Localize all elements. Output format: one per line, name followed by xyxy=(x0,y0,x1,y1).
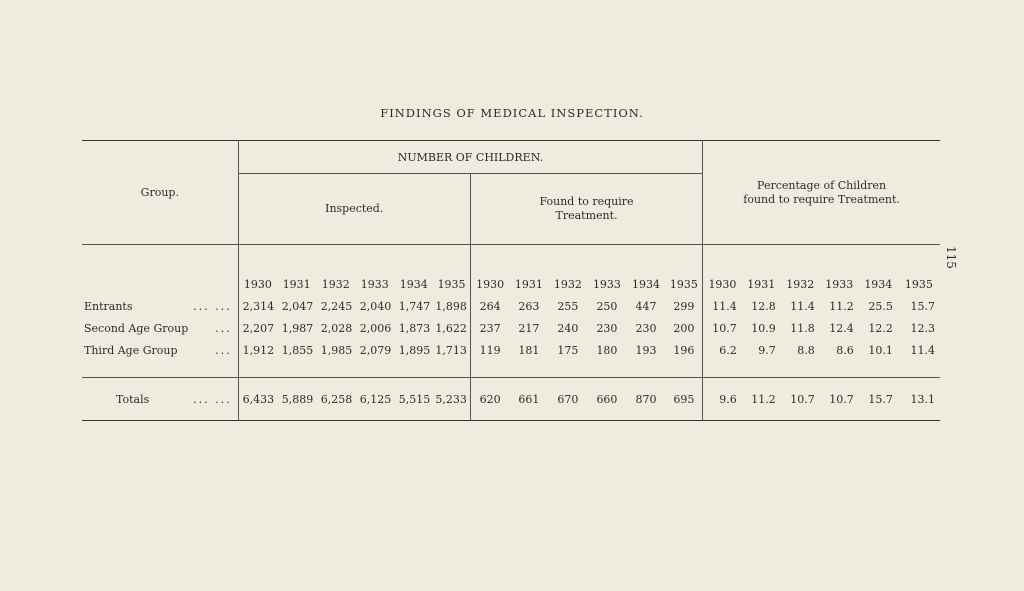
header-found xyxy=(470,174,702,245)
group-cell xyxy=(82,295,238,317)
percentage-cell: 12.4 xyxy=(829,321,854,335)
group-label: Totals xyxy=(116,392,150,406)
percentage-cell: 8.6 xyxy=(836,343,854,357)
inspected-cell: 1,898 xyxy=(433,295,470,317)
percentage-cell: 25.5 xyxy=(868,299,893,313)
found-cell: 263 xyxy=(518,299,540,313)
percentage-cell: 9.7 xyxy=(758,343,776,357)
found-cell: 119 xyxy=(479,343,501,357)
years-row-group-cell xyxy=(82,245,238,296)
group-label: Second Age Group xyxy=(84,321,189,335)
year-cell: 1932 xyxy=(781,245,820,296)
year-cell: 1931 xyxy=(277,245,316,296)
percentage-cell: 12.3 xyxy=(910,321,935,335)
percentage-cell: 10.7 xyxy=(781,378,820,421)
found-cell: 661 xyxy=(509,378,548,421)
inspected-cell: 2,047 xyxy=(281,299,314,313)
percentage-cell: 12.2 xyxy=(868,321,893,335)
year-cell: 1934 xyxy=(859,245,898,296)
inspected-cell: 1,912 xyxy=(242,343,275,357)
header-number-of-children: NUMBER OF CHILDREN. xyxy=(238,141,703,174)
found-cell: 447 xyxy=(635,299,657,313)
year-cell: 1933 xyxy=(820,245,859,296)
inspected-cell: 6,433 xyxy=(238,378,277,421)
percentage-cell: 15.7 xyxy=(859,378,898,421)
percentage-cell: 6.2 xyxy=(719,343,737,357)
leader-dots: ... xyxy=(215,321,232,335)
inspected-cell: 1,622 xyxy=(433,317,470,339)
inspected-cell: 5,889 xyxy=(277,378,316,421)
found-cell: 264 xyxy=(479,299,501,313)
found-cell: 299 xyxy=(665,295,702,317)
spacer-row xyxy=(82,361,940,378)
year-cell: 1930 xyxy=(470,245,509,296)
group-label: Entrants xyxy=(84,299,133,313)
percentage-cell: 8.8 xyxy=(797,343,815,357)
found-cell: 196 xyxy=(665,339,702,361)
inspected-cell: 2,314 xyxy=(242,299,275,313)
inspected-cell: 1,747 xyxy=(398,299,431,313)
found-cell: 230 xyxy=(635,321,657,335)
header-percentage-line2: found to require Treatment. xyxy=(743,192,900,206)
findings-table xyxy=(82,140,940,421)
inspected-cell: 1,985 xyxy=(320,343,353,357)
table-row xyxy=(82,317,940,339)
inspected-cell: 5,233 xyxy=(433,378,470,421)
leader-dots: ... xyxy=(215,343,232,357)
leader-dots: ... ... xyxy=(193,299,232,313)
years-row xyxy=(82,245,940,296)
percentage-cell: 10.7 xyxy=(712,321,737,335)
found-cell: 670 xyxy=(548,378,587,421)
leader-dots: ... ... xyxy=(193,392,232,406)
found-cell: 180 xyxy=(596,343,618,357)
findings-table-wrapper xyxy=(82,140,940,421)
year-cell: 1934 xyxy=(394,245,433,296)
group-cell xyxy=(82,339,238,361)
header-percentage-line1: Percentage of Children xyxy=(757,178,887,192)
inspected-cell: 6,125 xyxy=(355,378,394,421)
inspected-cell: 2,245 xyxy=(320,299,353,313)
percentage-cell: 11.2 xyxy=(742,378,781,421)
header-inspected: Inspected. xyxy=(238,174,470,245)
inspected-cell: 1,873 xyxy=(398,321,431,335)
inspected-cell: 2,079 xyxy=(359,343,392,357)
percentage-cell: 10.9 xyxy=(751,321,776,335)
inspected-cell: 1,895 xyxy=(398,343,431,357)
found-cell: 200 xyxy=(665,317,702,339)
percentage-cell: 10.7 xyxy=(820,378,859,421)
year-cell: 1935 xyxy=(665,245,702,296)
header-found-line1: Found to require xyxy=(539,195,634,208)
inspected-cell: 1,713 xyxy=(433,339,470,361)
percentage-cell: 11.4 xyxy=(790,299,815,313)
percentage-cell: 12.8 xyxy=(751,299,776,313)
found-cell: 620 xyxy=(470,378,509,421)
inspected-cell: 1,987 xyxy=(281,321,314,335)
found-cell: 181 xyxy=(518,343,540,357)
inspected-cell: 2,006 xyxy=(359,321,392,335)
found-cell: 230 xyxy=(596,321,618,335)
inspected-cell: 2,040 xyxy=(359,299,392,313)
found-cell: 175 xyxy=(557,343,579,357)
inspected-cell: 1,855 xyxy=(281,343,314,357)
percentage-cell: 11.2 xyxy=(829,299,854,313)
found-cell: 217 xyxy=(518,321,540,335)
percentage-cell: 15.7 xyxy=(910,299,935,313)
year-cell: 1935 xyxy=(898,245,940,296)
year-cell: 1935 xyxy=(433,245,470,296)
inspected-cell: 5,515 xyxy=(394,378,433,421)
found-cell: 240 xyxy=(557,321,579,335)
found-cell: 660 xyxy=(587,378,626,421)
percentage-cell: 13.1 xyxy=(898,378,940,421)
page-title: FINDINGS OF MEDICAL INSPECTION. xyxy=(380,106,644,120)
group-label: Third Age Group xyxy=(84,343,178,357)
found-cell: 255 xyxy=(557,299,579,313)
percentage-cell: 11.8 xyxy=(790,321,815,335)
year-cell: 1931 xyxy=(509,245,548,296)
inspected-cell: 6,258 xyxy=(316,378,355,421)
header-found-line2: Treatment. xyxy=(555,209,618,222)
table-row xyxy=(82,295,940,317)
table-row xyxy=(82,339,940,361)
group-cell xyxy=(82,378,238,421)
found-cell: 870 xyxy=(626,378,665,421)
percentage-cell: 10.1 xyxy=(868,343,893,357)
year-cell: 1932 xyxy=(316,245,355,296)
year-cell: 1933 xyxy=(587,245,626,296)
header-group: Group. xyxy=(82,141,238,245)
inspected-cell: 2,028 xyxy=(320,321,353,335)
percentage-cell: 11.4 xyxy=(910,343,935,357)
found-cell: 193 xyxy=(635,343,657,357)
totals-row xyxy=(82,378,940,421)
year-cell: 1934 xyxy=(626,245,665,296)
year-cell: 1930 xyxy=(703,245,742,296)
inspected-cell: 2,207 xyxy=(242,321,275,335)
found-cell: 250 xyxy=(596,299,618,313)
year-cell: 1930 xyxy=(238,245,277,296)
page-number: 115 xyxy=(944,246,958,269)
found-cell: 237 xyxy=(479,321,501,335)
found-cell: 695 xyxy=(665,378,702,421)
percentage-cell: 9.6 xyxy=(703,378,742,421)
year-cell: 1931 xyxy=(742,245,781,296)
percentage-cell: 11.4 xyxy=(712,299,737,313)
group-cell xyxy=(82,317,238,339)
year-cell: 1932 xyxy=(548,245,587,296)
header-percentage xyxy=(703,141,940,245)
year-cell: 1933 xyxy=(355,245,394,296)
